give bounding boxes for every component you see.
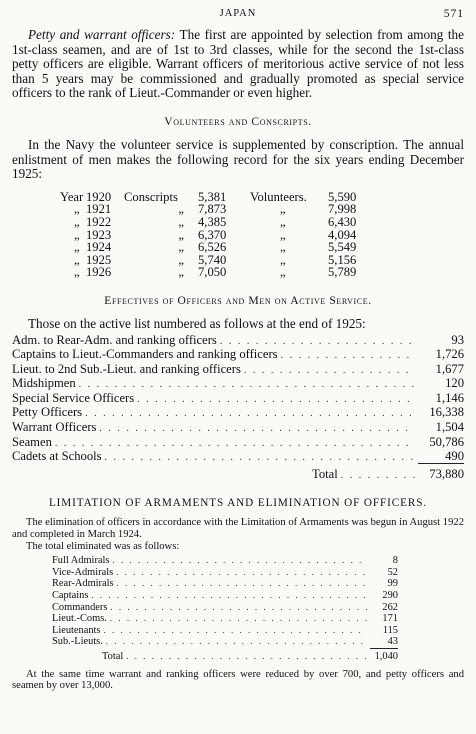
elimination-value: 262 — [382, 601, 398, 613]
effectives-value: 16,338 — [429, 405, 464, 420]
volunteers-value: 5,590 — [328, 189, 357, 204]
conscripts-label: „ — [178, 214, 184, 229]
row-lead: „ — [74, 265, 80, 280]
enlistment-table — [60, 191, 430, 279]
elimination-row — [52, 625, 398, 637]
leader-dots — [126, 651, 367, 662]
effectives-value: 490 — [418, 450, 464, 464]
elimination-value: 43 — [370, 637, 398, 649]
effectives-row — [12, 450, 464, 465]
enlistment-row — [60, 266, 430, 279]
volunteers-value: 5,156 — [328, 252, 357, 267]
elimination-total-row — [52, 651, 398, 663]
row-lead: Year — [60, 189, 84, 204]
leader-dots — [341, 470, 415, 483]
volunteers-heading: Volunteers and Conscripts. — [164, 114, 312, 128]
elimination-row — [52, 613, 398, 625]
conscripts-label: „ — [178, 252, 184, 267]
volunteers-value: 5,789 — [328, 265, 357, 280]
row-lead: „ — [74, 240, 80, 255]
effectives-value: 1,504 — [435, 420, 464, 435]
volunteers-value: 6,430 — [328, 214, 357, 229]
effectives-value: 50,786 — [429, 434, 464, 449]
leader-dots — [110, 602, 367, 613]
elimination-value: 171 — [382, 613, 398, 625]
elimination-table — [52, 555, 398, 662]
effectives-label: Warrant Officers — [12, 420, 97, 435]
volunteers-label: „ — [280, 265, 286, 280]
volunteers-value: 7,998 — [328, 202, 357, 217]
effectives-table — [12, 334, 464, 483]
leader-dots — [85, 408, 415, 421]
row-year: 1920 — [86, 189, 112, 204]
effectives-row — [12, 436, 464, 451]
elimination-label: Lieut.-Coms. — [52, 613, 107, 625]
conscripts-value: 4,385 — [198, 214, 227, 229]
conscripts-value: 7,873 — [198, 202, 227, 217]
volunteers-label: „ — [280, 227, 286, 242]
leader-dots — [106, 636, 367, 647]
limitation-closing: At the same time warrant and ranking officers were reduced by over 700, and petty officers and seamen by over 13,000. — [12, 668, 464, 692]
officers-lead: Petty and warrant officers: — [28, 27, 176, 42]
row-year: 1921 — [86, 202, 112, 217]
row-year: 1926 — [86, 265, 112, 280]
effectives-label: Midshipmen — [12, 376, 76, 391]
effectives-value: 93 — [451, 332, 464, 347]
effectives-label: Seamen — [12, 434, 52, 449]
row-year: 1924 — [86, 240, 112, 255]
elimination-row — [52, 636, 398, 649]
elimination-row — [52, 555, 398, 567]
effectives-label: Petty Officers — [12, 405, 83, 420]
leader-dots — [55, 438, 415, 451]
elimination-label: Vice-Admirals — [52, 566, 114, 578]
elimination-label: Full Admirals — [52, 555, 110, 567]
row-year: 1925 — [86, 252, 112, 267]
volunteers-label: Volunteers. — [250, 189, 307, 204]
effectives-row — [12, 392, 464, 407]
elimination-value: 52 — [387, 566, 398, 578]
elimination-label: Commanders — [52, 601, 108, 613]
effectives-total-value: 73,880 — [429, 466, 464, 481]
limitation-paragraph: The elimination of officers in accordance with the Limitation of Armaments was begun in August 1922 and completed in March 1924. — [12, 517, 464, 541]
limitation-intro: The total eliminated was as follows: — [26, 540, 180, 552]
volunteers-label: „ — [280, 214, 286, 229]
effectives-total-label: Total — [312, 466, 338, 481]
elimination-row — [52, 578, 398, 590]
volunteers-label: „ — [280, 252, 286, 267]
leader-dots — [137, 394, 415, 407]
enlistment-row — [60, 191, 430, 204]
elimination-value: 290 — [382, 590, 398, 601]
officers-paragraph — [12, 28, 464, 101]
effectives-label: Lieut. to 2nd Sub.-Lieut. and ranking officers — [12, 361, 241, 376]
conscripts-label: „ — [178, 265, 184, 280]
effectives-value: 1,726 — [435, 347, 464, 362]
effectives-row — [12, 348, 464, 363]
row-lead: „ — [74, 214, 80, 229]
elimination-row — [52, 590, 398, 602]
effectives-row — [12, 377, 464, 392]
conscripts-value: 6,526 — [198, 240, 227, 255]
running-header — [12, 6, 464, 24]
conscripts-value: 5,740 — [198, 252, 227, 267]
enlistment-row — [60, 229, 430, 242]
leader-dots — [117, 578, 367, 589]
elimination-row — [52, 567, 398, 579]
conscripts-value: 6,370 — [198, 227, 227, 242]
effectives-heading: Effectives of Officers and Men on Active Service. — [104, 293, 372, 307]
elimination-label: Sub.-Lieuts. — [52, 636, 103, 648]
limitation-heading: LIMITATION OF ARMAMENTS AND ELIMINATION OF OFFICERS. — [48, 497, 428, 510]
leader-dots — [110, 613, 367, 624]
leader-dots — [79, 379, 415, 392]
leader-dots — [105, 452, 415, 465]
elimination-value: 8 — [392, 555, 398, 567]
enlistment-row — [60, 241, 430, 254]
page-number: 571 — [443, 8, 464, 20]
row-lead: „ — [74, 202, 80, 217]
effectives-total-row — [312, 468, 464, 483]
elimination-label: Rear-Admirals — [52, 578, 114, 590]
row-lead: „ — [74, 227, 80, 242]
running-title: JAPAN — [219, 8, 257, 19]
conscripts-value: 7,050 — [198, 265, 227, 280]
elimination-value: 115 — [382, 624, 398, 636]
elimination-total-label: Total — [102, 650, 124, 662]
effectives-row — [12, 363, 464, 378]
effectives-label: Adm. to Rear-Adm. and ranking officers — [12, 332, 217, 347]
conscripts-label: „ — [178, 227, 184, 242]
enlistment-row — [60, 254, 430, 267]
conscripts-label: Conscripts — [124, 189, 178, 204]
effectives-value: 1,677 — [435, 361, 464, 376]
effectives-value: 1,146 — [435, 390, 464, 405]
volunteers-value: 5,549 — [328, 240, 357, 255]
conscripts-label: „ — [178, 240, 184, 255]
effectives-row — [12, 334, 464, 349]
effectives-row — [12, 421, 464, 436]
elimination-label: Lieutenants — [52, 624, 101, 636]
leader-dots — [99, 423, 415, 436]
effectives-row — [12, 406, 464, 421]
enlistment-row — [60, 216, 430, 229]
conscripts-value: 5,381 — [198, 189, 227, 204]
volunteers-label: „ — [280, 202, 286, 217]
officers-text: The first are appointed by selection from among the 1st-class seamen, and are of 1st to 3rd classes, while for the second the 1st-class petty officers are eligible. Warrant officers of meritorious active service of not less than 5 years may be commissioned and gradually promoted as special service officers to the rank of Lieut.-Commander or even higher. — [12, 27, 464, 101]
enlistment-row — [60, 203, 430, 216]
conscripts-label: „ — [178, 202, 184, 217]
effectives-label: Cadets at Schools — [12, 449, 102, 464]
leader-dots — [281, 350, 415, 363]
leader-dots — [91, 590, 367, 601]
volunteers-label: „ — [280, 240, 286, 255]
effectives-label: Captains to Lieut.-Commanders and ranking officers — [12, 347, 278, 362]
elimination-total-value: 1,040 — [374, 650, 398, 662]
elimination-label: Captains — [52, 590, 89, 601]
effectives-label: Special Service Officers — [12, 390, 135, 405]
row-year: 1922 — [86, 214, 112, 229]
elimination-value: 99 — [387, 578, 398, 590]
leader-dots — [116, 567, 367, 578]
row-year: 1923 — [86, 227, 112, 242]
leader-dots — [244, 365, 415, 378]
elimination-row — [52, 602, 398, 614]
leader-dots — [112, 555, 367, 566]
effectives-intro: Those on the active list numbered as follows at the end of 1925: — [28, 315, 366, 331]
volunteers-paragraph: In the Navy the volunteer service is supplemented by conscription. The annual enlistment of men makes the following record for the six years ending December 1925: — [12, 136, 464, 182]
leader-dots — [103, 625, 367, 636]
effectives-value: 120 — [445, 376, 464, 391]
volunteers-value: 4,094 — [328, 227, 357, 242]
row-lead: „ — [74, 252, 80, 267]
